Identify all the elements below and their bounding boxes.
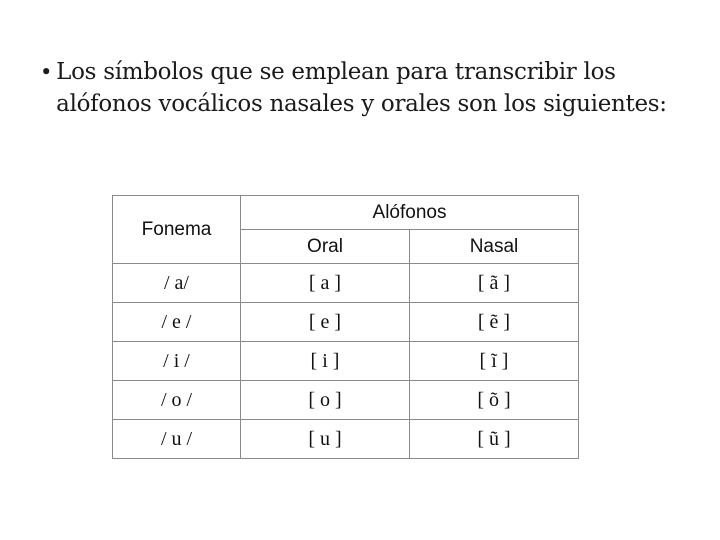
oral-cell: [ i ] — [241, 342, 410, 381]
table-row — [113, 264, 579, 303]
nasal-cell: [ ẽ ] — [410, 303, 579, 342]
table-row — [113, 303, 579, 342]
bullet-item — [40, 56, 690, 120]
nasal-cell: [ ã ] — [410, 264, 579, 303]
phoneme-cell: / e / — [113, 303, 241, 342]
header-phoneme: Fonema — [113, 196, 241, 264]
oral-cell: [ u ] — [241, 420, 410, 459]
bullet-marker: • — [40, 60, 53, 84]
table-row — [113, 420, 579, 459]
nasal-cell: [ ũ ] — [410, 420, 579, 459]
oral-cell: [ a ] — [241, 264, 410, 303]
phoneme-cell: / u / — [113, 420, 241, 459]
phoneme-cell: / i / — [113, 342, 241, 381]
bullet-text: Los símbolos que se emplean para transcribir los alófonos vocálicos nasales y orales son los siguientes: — [56, 59, 667, 117]
header-allophones: Alófonos — [241, 196, 579, 230]
nasal-cell: [ ĩ ] — [410, 342, 579, 381]
oral-cell: [ o ] — [241, 381, 410, 420]
table-row — [113, 342, 579, 381]
table-header-row — [113, 196, 579, 230]
oral-cell: [ e ] — [241, 303, 410, 342]
nasal-cell: [ õ ] — [410, 381, 579, 420]
header-nasal: Nasal — [410, 230, 579, 264]
allophones-table — [112, 195, 579, 459]
phoneme-cell: / a/ — [113, 264, 241, 303]
header-oral: Oral — [241, 230, 410, 264]
table-row — [113, 381, 579, 420]
phoneme-cell: / o / — [113, 381, 241, 420]
